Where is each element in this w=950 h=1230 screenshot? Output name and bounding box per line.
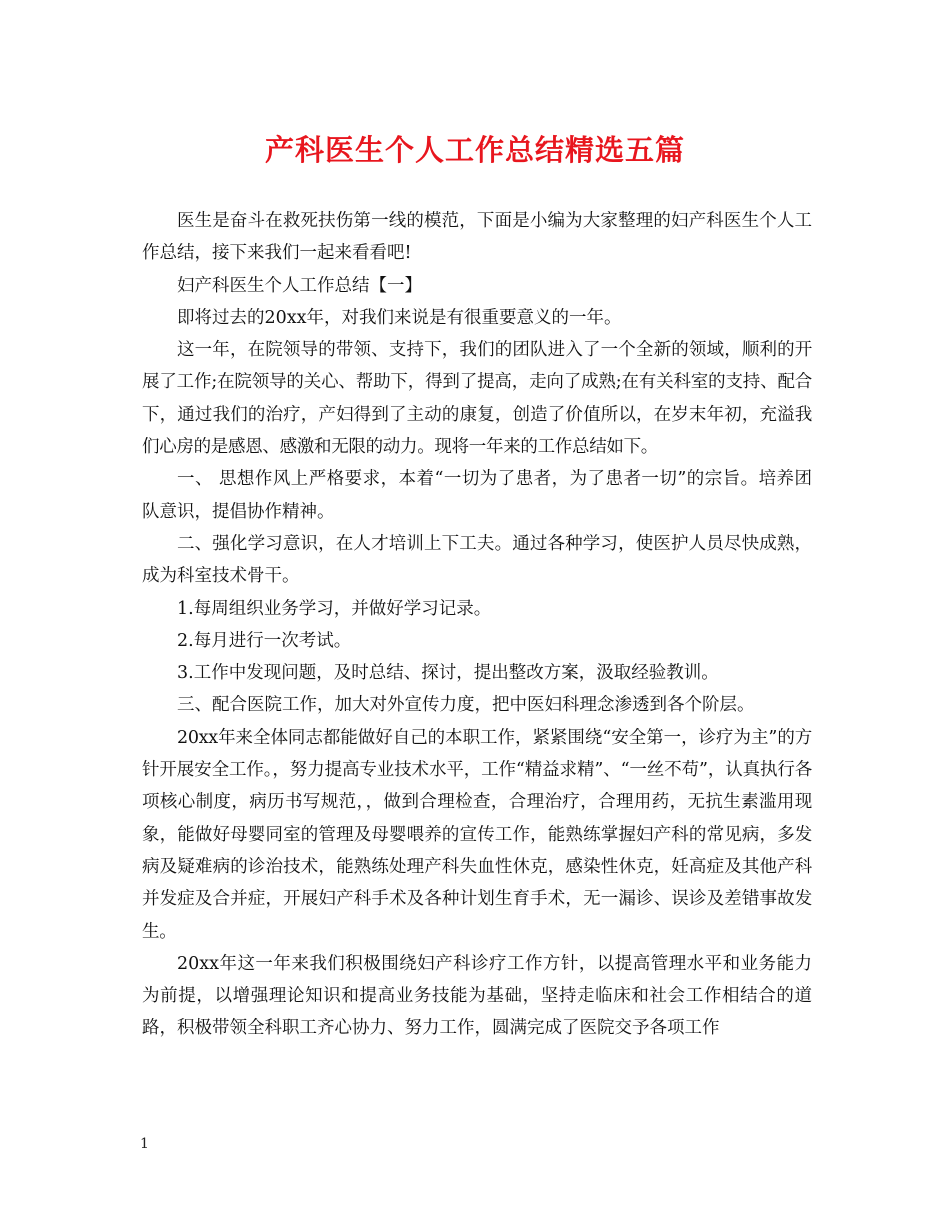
paragraph-opening: 即将过去的20xx年，对我们来说是有很重要意义的一年。 [177,307,622,328]
list-item-1: 1.每周组织业务学习，并做好学习记录。 [177,598,492,619]
paragraph-point-3: 三、配合医院工作，加大对外宣传力度，把中医妇科理念渗透到各个阶层。 [177,695,755,716]
intro-paragraph: 医生是奋斗在救死扶伤第一线的模范，下面是小编为大家整理的妇产科医生个人工作总结，接下来我们一起来看看吧! [142,211,812,264]
paragraph-year-review: 这一年，在院领导的带领、支持下，我们的团队进入了一个全新的领域，顺利的开展了工作;在院领导的关心、帮助下，得到了提高，走向了成熟;在有关科室的支持、配合下，通过我们的治疗，产妇得到了主动的康复，创造了价值所以，在岁末年初，充溢我们心房的是感恩、感激和无限的动力。现将一年来的工作总结如下。 [142,340,812,458]
paragraph-year-work: 20xx年这一年来我们积极围绕妇产科诊疗工作方针，以提高管理水平和业务能力为前提，以增强理论知识和提高业务技能为基础，坚持走临床和社会工作相结合的道路，积极带领全科职工齐心协力、努力工作，圆满完成了医院交予各项工作 [142,953,812,1039]
list-item-3: 3.工作中发现问题，及时总结、探讨，提出整改方案，汲取经验教训。 [177,663,719,684]
document-body [142,205,812,1045]
paragraph-point-1: 一、 思想作风上严格要求，本着“一切为了患者，为了患者一切”的宗旨。培养团队意识，提倡协作精神。 [142,469,812,522]
paragraph-point-2: 二、强化学习意识，在人才培训上下工夫。通过各种学习，使医护人员尽快成熟，成为科室技术骨干。 [142,533,812,587]
paragraph-safety-work: 20xx年来全体同志都能做好自己的本职工作，紧紧围绕“安全第一，诊疗为主”的方针开展安全工作。，努力提高专业技术水平，工作“精益求精”、“一丝不苟”，认真执行各项核心制度，病历书写规范，，做到合理检查，合理治疗，合理用药，无抗生素滥用现象，能做好母婴同室的管理及母婴喂养的宣传工作，能熟练掌握妇产科的常见病，多发病及疑难病的诊治技术，能熟练处理产科失血性休克，感染性休克，妊高症及其他产科并发症及合并症，开展妇产科手术及各种计划生育手术，无一漏诊、误诊及差错事故发生。 [142,727,812,942]
document-title: 产科医生个人工作总结精选五篇 [264,133,685,167]
section-heading-1: 妇产科医生个人工作总结【一】 [177,275,422,296]
list-item-2: 2.每月进行一次考试。 [177,630,352,651]
page-number: 1 [140,1136,149,1152]
